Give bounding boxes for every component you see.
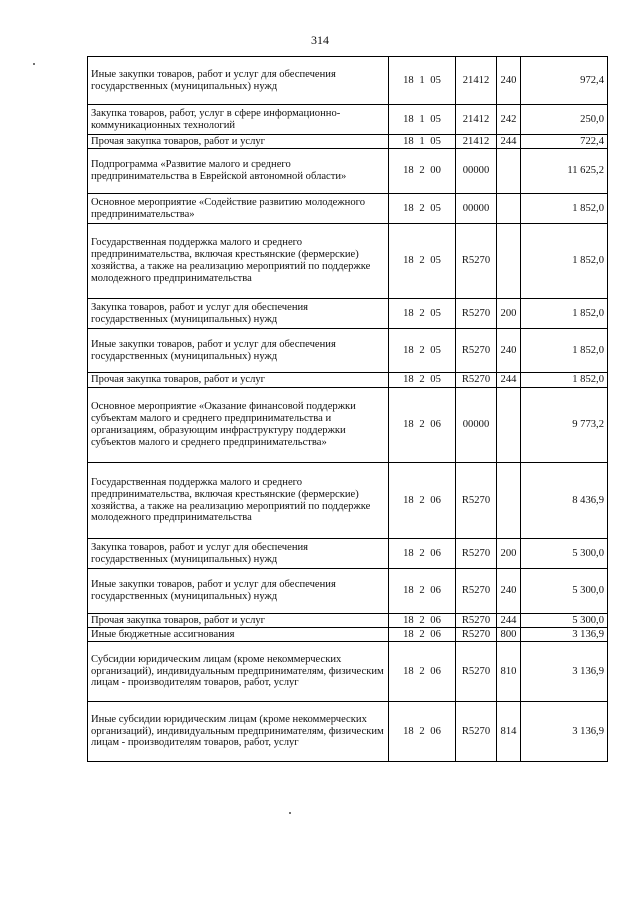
row-amount: 972,4 bbox=[521, 57, 608, 105]
row-amount: 722,4 bbox=[521, 135, 608, 149]
row-name: Основное мероприятие «Содействие развитию молодежного предпринимательства» bbox=[88, 194, 389, 224]
row-code: 18 2 05 bbox=[389, 224, 456, 299]
row-expense-type: 244 bbox=[497, 614, 521, 628]
table-row bbox=[88, 463, 608, 539]
row-target-code: R5270 bbox=[456, 642, 497, 702]
table-row bbox=[88, 105, 608, 135]
row-code: 18 2 05 bbox=[389, 299, 456, 329]
row-code: 18 2 05 bbox=[389, 194, 456, 224]
row-amount: 9 773,2 bbox=[521, 388, 608, 463]
row-name: Иные закупки товаров, работ и услуг для обеспечения государственных (муниципальных) нужд bbox=[88, 57, 389, 105]
row-code: 18 2 06 bbox=[389, 642, 456, 702]
table-row bbox=[88, 194, 608, 224]
table-row bbox=[88, 569, 608, 614]
row-amount: 1 852,0 bbox=[521, 224, 608, 299]
row-expense-type: 240 bbox=[497, 57, 521, 105]
table-row bbox=[88, 539, 608, 569]
row-expense-type bbox=[497, 388, 521, 463]
table-row bbox=[88, 299, 608, 329]
row-code: 18 2 05 bbox=[389, 373, 456, 388]
table-row bbox=[88, 373, 608, 388]
row-expense-type: 814 bbox=[497, 702, 521, 762]
row-code: 18 2 00 bbox=[389, 149, 456, 194]
row-name: Государственная поддержка малого и среднего предпринимательства, включая крестьянские (фермерские) хозяйства, а также на реализацию мероприятий по поддержке молодежного предпринимательства bbox=[88, 224, 389, 299]
row-code: 18 1 05 bbox=[389, 135, 456, 149]
row-amount: 3 136,9 bbox=[521, 642, 608, 702]
table-row bbox=[88, 135, 608, 149]
row-expense-type bbox=[497, 463, 521, 539]
table-row bbox=[88, 224, 608, 299]
row-code: 18 2 06 bbox=[389, 569, 456, 614]
row-name: Закупка товаров, работ и услуг для обеспечения государственных (муниципальных) нужд bbox=[88, 299, 389, 329]
row-code: 18 1 05 bbox=[389, 57, 456, 105]
row-target-code: R5270 bbox=[456, 299, 497, 329]
row-expense-type: 810 bbox=[497, 642, 521, 702]
row-amount: 250,0 bbox=[521, 105, 608, 135]
table-row bbox=[88, 57, 608, 105]
table-row bbox=[88, 642, 608, 702]
row-name: Прочая закупка товаров, работ и услуг bbox=[88, 135, 389, 149]
row-name: Закупка товаров, работ и услуг для обеспечения государственных (муниципальных) нужд bbox=[88, 539, 389, 569]
row-name: Иные субсидии юридическим лицам (кроме некоммерческих организаций), индивидуальным предпринимателям, физическим лицам - производителям товаров, работ, услуг bbox=[88, 702, 389, 762]
budget-table-body bbox=[88, 57, 608, 762]
row-target-code: R5270 bbox=[456, 539, 497, 569]
row-amount: 8 436,9 bbox=[521, 463, 608, 539]
row-code: 18 2 06 bbox=[389, 614, 456, 628]
row-target-code: R5270 bbox=[456, 628, 497, 642]
row-code: 18 1 05 bbox=[389, 105, 456, 135]
row-name: Субсидии юридическим лицам (кроме некоммерческих организаций), индивидуальным предпринимателям, физическим лицам - производителям товаров, работ, услуг bbox=[88, 642, 389, 702]
row-name: Закупка товаров, работ, услуг в сфере информационно-коммуникационных технологий bbox=[88, 105, 389, 135]
row-target-code: R5270 bbox=[456, 614, 497, 628]
row-target-code: R5270 bbox=[456, 702, 497, 762]
row-expense-type: 200 bbox=[497, 539, 521, 569]
scan-speck bbox=[33, 63, 35, 65]
table-row bbox=[88, 702, 608, 762]
row-target-code: R5270 bbox=[456, 569, 497, 614]
row-target-code: 00000 bbox=[456, 194, 497, 224]
row-expense-type: 242 bbox=[497, 105, 521, 135]
row-amount: 5 300,0 bbox=[521, 569, 608, 614]
row-amount: 5 300,0 bbox=[521, 539, 608, 569]
row-target-code: R5270 bbox=[456, 329, 497, 373]
row-code: 18 2 06 bbox=[389, 539, 456, 569]
row-name: Государственная поддержка малого и среднего предпринимательства, включая крестьянские (фермерские) хозяйства, а также на реализацию мероприятий по поддержке молодежного предпринимательства bbox=[88, 463, 389, 539]
row-target-code: 00000 bbox=[456, 388, 497, 463]
row-name: Подпрограмма «Развитие малого и среднего предпринимательства в Еврейской автономной области» bbox=[88, 149, 389, 194]
row-amount: 11 625,2 bbox=[521, 149, 608, 194]
row-amount: 1 852,0 bbox=[521, 373, 608, 388]
row-expense-type: 240 bbox=[497, 569, 521, 614]
row-code: 18 2 06 bbox=[389, 628, 456, 642]
row-code: 18 2 06 bbox=[389, 702, 456, 762]
row-amount: 3 136,9 bbox=[521, 702, 608, 762]
row-name: Иные закупки товаров, работ и услуг для обеспечения государственных (муниципальных) нужд bbox=[88, 569, 389, 614]
table-row bbox=[88, 388, 608, 463]
budget-table bbox=[87, 56, 608, 762]
row-name: Иные бюджетные ассигнования bbox=[88, 628, 389, 642]
row-amount: 1 852,0 bbox=[521, 299, 608, 329]
row-expense-type: 244 bbox=[497, 373, 521, 388]
row-code: 18 2 06 bbox=[389, 388, 456, 463]
row-expense-type: 200 bbox=[497, 299, 521, 329]
row-amount: 1 852,0 bbox=[521, 329, 608, 373]
row-target-code: R5270 bbox=[456, 373, 497, 388]
row-expense-type: 244 bbox=[497, 135, 521, 149]
row-name: Прочая закупка товаров, работ и услуг bbox=[88, 373, 389, 388]
table-row bbox=[88, 614, 608, 628]
table-row bbox=[88, 329, 608, 373]
row-name: Прочая закупка товаров, работ и услуг bbox=[88, 614, 389, 628]
row-amount: 1 852,0 bbox=[521, 194, 608, 224]
row-name: Иные закупки товаров, работ и услуг для обеспечения государственных (муниципальных) нужд bbox=[88, 329, 389, 373]
row-expense-type bbox=[497, 149, 521, 194]
row-target-code: 21412 bbox=[456, 57, 497, 105]
row-name: Основное мероприятие «Оказание финансовой поддержки субъектам малого и среднего предпринимательства и организациям, образующим инфраструктуру поддержки субъектов малого и среднего предпринимательства» bbox=[88, 388, 389, 463]
row-amount: 5 300,0 bbox=[521, 614, 608, 628]
row-code: 18 2 06 bbox=[389, 463, 456, 539]
row-expense-type bbox=[497, 194, 521, 224]
row-target-code: 21412 bbox=[456, 135, 497, 149]
row-target-code: 00000 bbox=[456, 149, 497, 194]
row-expense-type: 240 bbox=[497, 329, 521, 373]
row-expense-type bbox=[497, 224, 521, 299]
page-number: 314 bbox=[311, 33, 329, 47]
row-target-code: R5270 bbox=[456, 463, 497, 539]
row-amount: 3 136,9 bbox=[521, 628, 608, 642]
row-target-code: R5270 bbox=[456, 224, 497, 299]
table-row bbox=[88, 149, 608, 194]
table-row bbox=[88, 628, 608, 642]
row-target-code: 21412 bbox=[456, 105, 497, 135]
row-code: 18 2 05 bbox=[389, 329, 456, 373]
scan-speck bbox=[289, 812, 291, 814]
row-expense-type: 800 bbox=[497, 628, 521, 642]
